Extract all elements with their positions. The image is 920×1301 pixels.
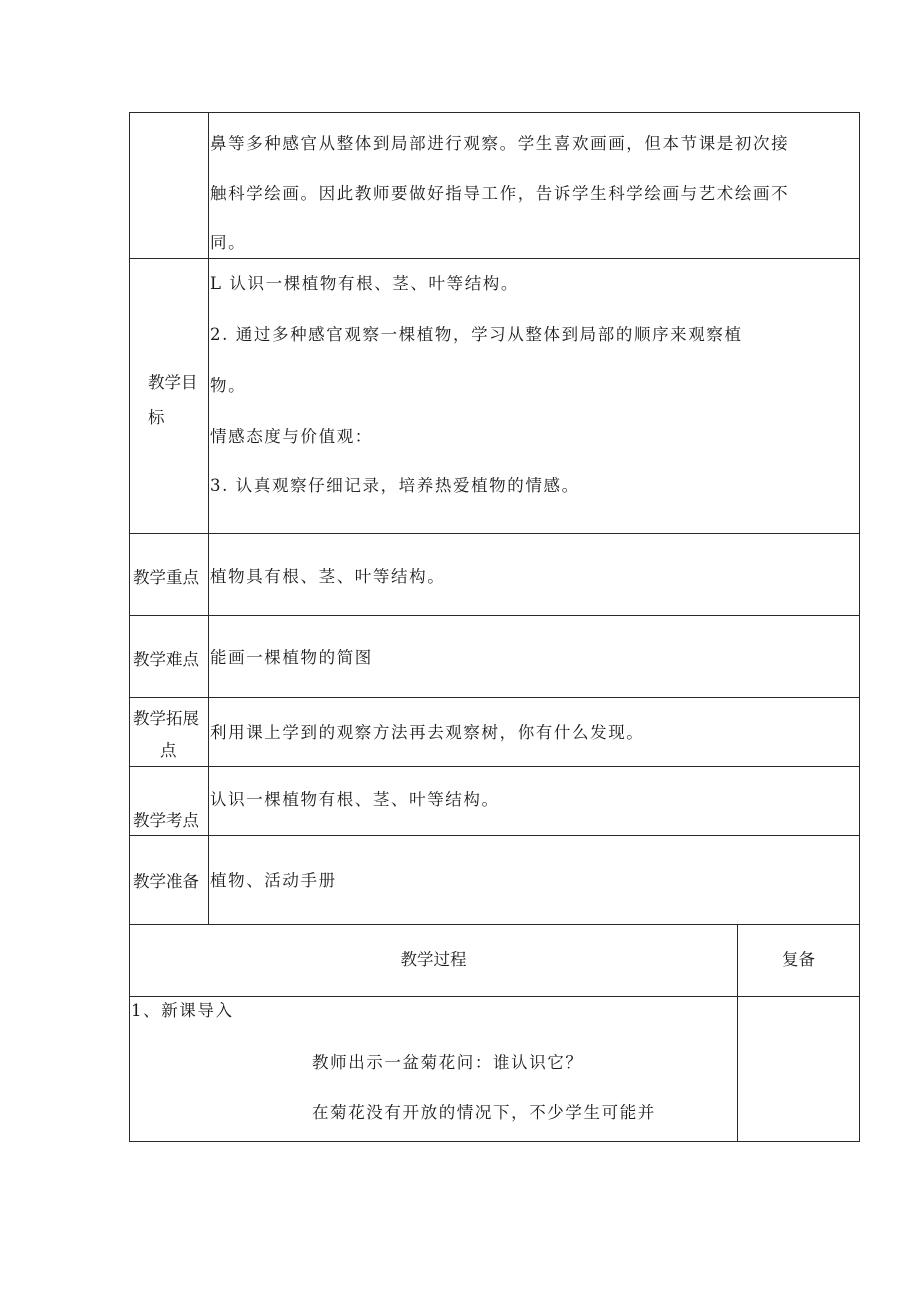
table-border-left	[129, 112, 130, 1142]
table-border-bottom	[129, 1141, 860, 1142]
extension-value: 利用课上学到的观察方法再去观察树，你有什么发现。	[210, 723, 645, 742]
intro-line: 触科学绘画。因此教师要做好指导工作，告诉学生科学绘画与艺术绘画不	[210, 184, 790, 203]
row-divider	[129, 766, 860, 767]
process-line: 教师出示一盆菊花问：谁认识它？	[312, 1053, 584, 1072]
row-divider	[129, 615, 860, 616]
intro-line: 同。	[210, 233, 247, 252]
objectives-label: 教学目	[148, 373, 198, 392]
review-header: 复备	[782, 950, 815, 969]
table-border-right	[859, 112, 860, 1142]
row-divider	[129, 996, 860, 997]
exam-point-value: 认识一棵植物有根、茎、叶等结构。	[210, 790, 500, 809]
key-point-value: 植物具有根、茎、叶等结构。	[210, 567, 446, 586]
row-divider	[129, 697, 860, 698]
objective-line: L 认识一棵植物有根、茎、叶等结构。	[210, 274, 520, 293]
objective-line: 情感态度与价值观：	[210, 427, 373, 446]
section-title: 1、新课导入	[131, 1001, 234, 1020]
objectives-label: 标	[148, 408, 165, 427]
extension-label: 教学拓展	[133, 709, 199, 728]
preparation-value: 植物、活动手册	[210, 871, 337, 890]
process-header: 教学过程	[400, 950, 467, 969]
extension-label: 点	[160, 741, 177, 760]
row-divider	[129, 533, 860, 534]
process-line: 在菊花没有开放的情况下，不少学生可能并	[312, 1103, 656, 1122]
row-divider	[129, 835, 860, 836]
preparation-label: 教学准备	[133, 872, 199, 891]
difficulty-value: 能画一棵植物的简图	[210, 648, 373, 667]
objective-line: 2. 通过多种感官观察一棵植物，学习从整体到局部的顺序来观察植	[210, 325, 743, 344]
objective-line: 3. 认真观察仔细记录，培养热爱植物的情感。	[210, 476, 580, 495]
key-point-label: 教学重点	[133, 568, 199, 587]
row-divider	[129, 258, 860, 259]
intro-line: 鼻等多种感官从整体到局部进行观察。学生喜欢画画，但本节课是初次接	[210, 134, 790, 153]
difficulty-label: 教学难点	[133, 650, 199, 669]
exam-point-label: 教学考点	[133, 811, 199, 830]
row-divider	[129, 924, 860, 925]
table-border-top	[129, 112, 860, 113]
objective-line: 物。	[210, 376, 247, 395]
label-column-divider	[208, 112, 209, 924]
